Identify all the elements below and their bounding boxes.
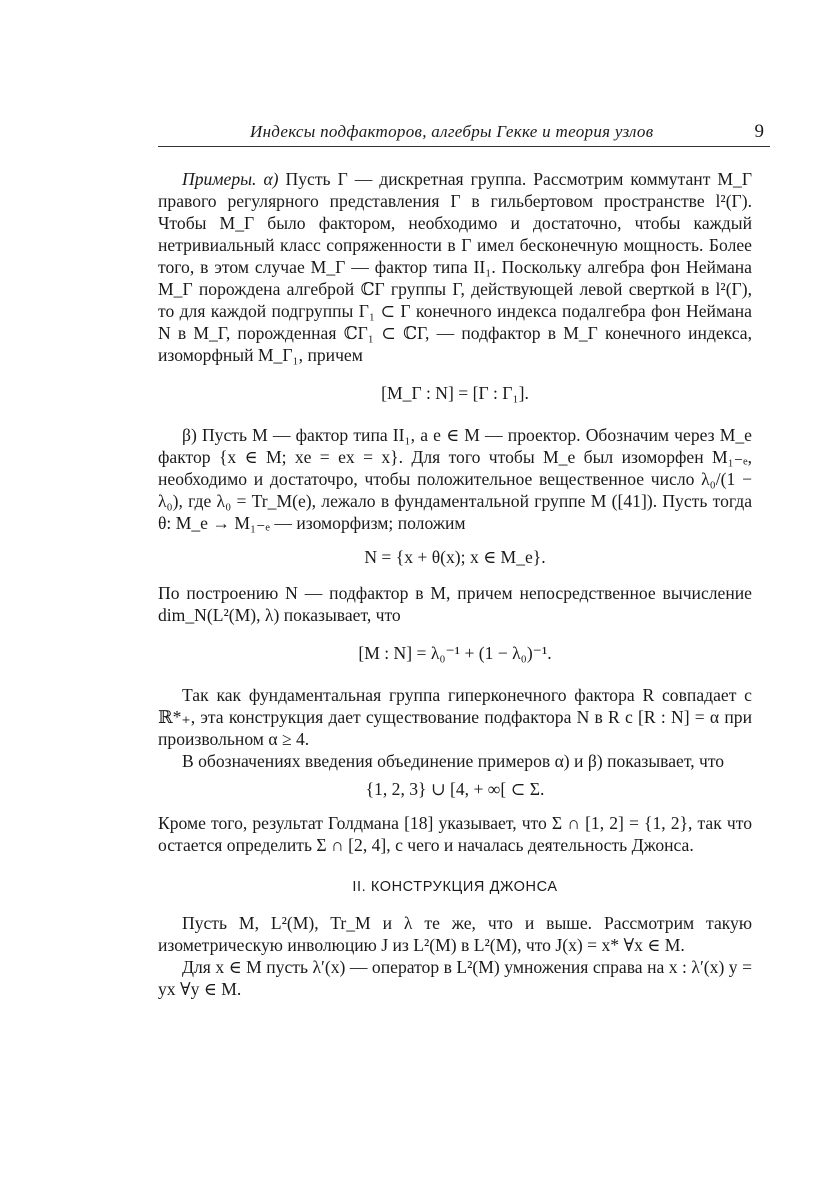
formula-n-definition: N = {x + θ(x); x ∈ M_e}. (364, 547, 546, 567)
notation-paragraph: В обозначениях введения объединение примеров α) и β) показывает, что (182, 751, 725, 771)
formula-index-group: [M_Γ : N] = [Γ : Γ₁]. (381, 383, 529, 403)
running-header (158, 120, 770, 147)
example-alpha-paragraph (158, 168, 752, 366)
running-title: Индексы подфакторов, алгебры Гекке и теория узлов (250, 122, 654, 141)
page-body (158, 168, 752, 1000)
jones-paragraph-1: Пусть M, L²(M), Tr_M и λ те же, что и выше. Рассмотрим такую изометрическую инволюцию J из L²(M) в L²(M), что J(x) = x* ∀x ∈ M. (158, 913, 752, 955)
examples-label: Примеры. α) (182, 169, 279, 189)
page-number: 9 (754, 121, 764, 142)
formula-index-lambda: [M : N] = λ₀⁻¹ + (1 − λ₀)⁻¹. (358, 643, 552, 663)
formula-sigma: {1, 2, 3} ∪ [4, + ∞[ ⊂ Σ. (365, 779, 545, 799)
hyperfinite-paragraph: Так как фундаментальная группа гиперконечного фактора R совпадает с ℝ*₊, эта конструкция дает существование подфактора N в R с [R : N] = α при произвольном α ≥ 4. (158, 685, 752, 749)
section-heading: II. КОНСТРУКЦИЯ ДЖОНСА (352, 879, 558, 895)
example-beta-paragraph: β) Пусть M — фактор типа II₁, а e ∈ M — проектор. Обозначим через M_e фактор {x ∈ M; xe = ex = x}. Для того чтобы M_e был изоморфен M₁₋ₑ, необходимо и достаточро, чтобы положительное вещественное число λ₀/(1 − λ₀), где λ₀ = Tr_M(e), лежало в фундаментальной группе M ([41]). Пусть тогда θ: M_e → M₁₋ₑ — изоморфизм; положим (158, 425, 752, 533)
construction-paragraph: По построению N — подфактор в M, причем непосредственное вычисление dim_N(L²(M), λ) показывает, что (158, 583, 752, 625)
example-alpha-text: Пусть Γ — дискретная группа. Рассмотрим коммутант M_Γ правого регулярного представления Γ в гильбертовом пространстве l²(Γ). Чтобы M_Γ было фактором, необходимо и достаточно, чтобы каждый нетривиальный класс сопряженности в Γ имел бесконечную мощность. Более того, в этом случае M_Γ — фактор типа II₁. Поскольку алгебра фон Неймана M_Γ порождена алгеброй ℂΓ группы Γ, действующей левой сверткой в l²(Γ), то для каждой подгруппы Γ₁ ⊂ Γ конечного индекса подалгебра фон Неймана N в M_Γ, порожденная ℂΓ₁ ⊂ ℂΓ, — подфактор в M_Γ конечного индекса, изоморфный M_Γ₁, причем (158, 169, 752, 365)
goldman-paragraph: Кроме того, результат Голдмана [18] указывает, что Σ ∩ [1, 2] = {1, 2}, так что остается определить Σ ∩ [2, 4], с чего и началась деятельность Джонса. (158, 813, 752, 855)
jones-paragraph-2: Для x ∈ M пусть λ′(x) — оператор в L²(M) умножения справа на x : λ′(x) y = yx ∀y ∈ M. (158, 957, 752, 999)
